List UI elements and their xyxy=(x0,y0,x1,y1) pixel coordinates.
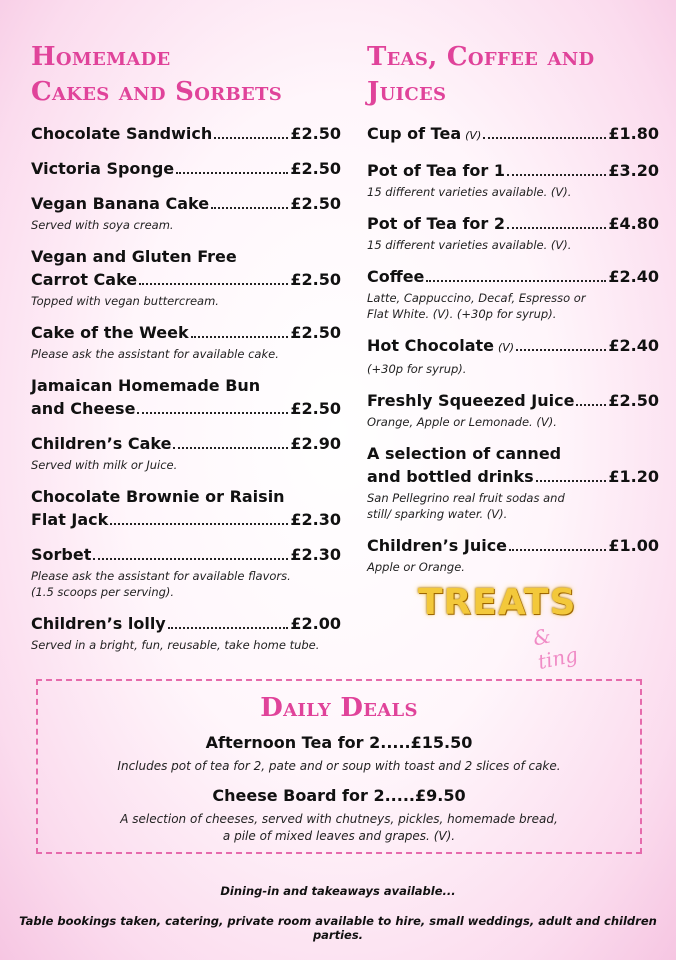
item-price: £2.30 xyxy=(290,510,341,529)
drinks-list xyxy=(367,122,659,575)
deals-heading: Daily Deals xyxy=(260,693,418,723)
dot-leader xyxy=(516,349,606,351)
item-line xyxy=(31,122,341,145)
item-line xyxy=(367,389,659,412)
menu-item xyxy=(367,265,659,322)
item-description: Served in a bright, fun, reusable, take home tube. xyxy=(31,638,320,652)
menu-item xyxy=(31,432,341,473)
item-description: still/ sparking water. (V). xyxy=(367,507,508,521)
cakes-heading-line2: Cakes and Sorbets xyxy=(31,77,282,107)
item-description: Topped with vegan buttercream. xyxy=(31,294,219,308)
deal-description xyxy=(38,758,640,775)
menu-item xyxy=(31,245,341,309)
item-name: Sorbet xyxy=(31,545,92,564)
item-price: £1.80 xyxy=(608,124,659,143)
dot-leader xyxy=(211,207,288,209)
item-name: Vegan Banana Cake xyxy=(31,194,210,213)
item-name: Children’s lolly xyxy=(31,614,166,633)
item-price: £2.50 xyxy=(290,323,341,342)
deal-description-line: Includes pot of tea for 2, pate and or soup with toast and 2 slices of cake. xyxy=(117,759,561,773)
item-name: Victoria Sponge xyxy=(31,159,175,178)
item-name: Cup of Tea xyxy=(367,124,462,143)
item-name-first-line: Vegan and Gluten Free xyxy=(31,247,237,266)
dot-leader xyxy=(139,283,288,285)
item-price: £2.50 xyxy=(290,124,341,143)
item-description: Orange, Apple or Lemonade. (V). xyxy=(367,415,557,429)
item-description: Served with milk or Juice. xyxy=(31,458,178,472)
item-description: Please ask the assistant for available flavors. xyxy=(31,569,291,583)
dot-leader xyxy=(176,172,288,174)
item-price: £2.00 xyxy=(290,614,341,633)
dot-leader xyxy=(191,336,289,338)
item-price: £1.20 xyxy=(608,467,659,486)
menu-item xyxy=(31,192,341,233)
menu-item xyxy=(367,122,659,147)
dot-leader xyxy=(536,480,607,482)
item-price: £2.50 xyxy=(290,399,341,418)
item-line xyxy=(31,508,341,531)
deal-description-line: A selection of cheeses, served with chutneys, pickles, homemade bread, xyxy=(120,812,558,826)
cakes-heading-line1: Homemade xyxy=(31,42,171,72)
item-name: Pot of Tea for 2 xyxy=(367,214,506,233)
item-name: Cake of the Week xyxy=(31,323,189,342)
item-price: £2.40 xyxy=(608,336,659,355)
deal-title: Cheese Board for 2.....£9.50 xyxy=(212,786,466,805)
item-description: (1.5 scoops per serving). xyxy=(31,585,175,599)
item-price: £2.30 xyxy=(290,545,341,564)
dot-leader xyxy=(110,523,288,525)
item-name: Freshly Squeezed Juice xyxy=(367,391,575,410)
dot-leader xyxy=(137,412,288,414)
item-price: £2.50 xyxy=(290,194,341,213)
dot-leader xyxy=(168,627,289,629)
item-price: £3.20 xyxy=(608,161,659,180)
item-line xyxy=(31,432,341,455)
menu-item xyxy=(367,334,659,377)
item-price: £2.50 xyxy=(290,270,341,289)
item-line xyxy=(367,334,659,359)
item-line xyxy=(31,397,341,420)
dot-leader xyxy=(214,137,288,139)
drinks-heading xyxy=(367,40,659,110)
item-name: and Cheese xyxy=(31,399,136,418)
menu-item xyxy=(31,612,341,653)
vegetarian-tag: (V) xyxy=(497,341,515,354)
item-name-first-line: Chocolate Brownie or Raisin xyxy=(31,487,285,506)
footer-takeaway-note: Dining-in and takeaways available... xyxy=(220,884,456,898)
menu-item xyxy=(367,159,659,200)
item-name: and bottled drinks xyxy=(367,467,534,486)
menu-item xyxy=(367,534,659,575)
menu-item xyxy=(31,157,341,180)
item-description: 15 different varieties available. (V). xyxy=(367,238,572,252)
item-description: 15 different varieties available. (V). xyxy=(367,185,572,199)
item-line xyxy=(367,159,659,182)
dot-leader xyxy=(93,558,288,560)
item-price: £4.80 xyxy=(608,214,659,233)
dot-leader xyxy=(507,174,606,176)
item-line xyxy=(31,192,341,215)
cakes-heading xyxy=(31,40,341,110)
menu-item xyxy=(31,543,341,600)
item-line xyxy=(367,265,659,288)
dot-leader xyxy=(576,404,606,406)
item-name-first-line: Jamaican Homemade Bun xyxy=(31,376,261,395)
menu-item xyxy=(31,374,341,420)
drinks-heading-line2: Juices xyxy=(367,77,447,107)
item-description: Served with soya cream. xyxy=(31,218,174,232)
treats-logo xyxy=(418,582,598,675)
item-line xyxy=(31,612,341,635)
deal-title: Afternoon Tea for 2.....£15.50 xyxy=(205,733,473,752)
vegetarian-tag: (V) xyxy=(465,129,482,142)
cakes-column xyxy=(31,40,341,665)
item-description: Latte, Cappuccino, Decaf, Espresso or xyxy=(367,291,586,305)
item-name: Hot Chocolate xyxy=(367,336,494,355)
item-line xyxy=(31,321,341,344)
item-line xyxy=(367,465,659,488)
daily-deals-box xyxy=(36,679,642,854)
logo-script: & ting xyxy=(530,623,580,675)
menu-item xyxy=(31,485,341,531)
menu-item xyxy=(31,321,341,362)
dot-leader xyxy=(426,280,606,282)
dot-leader xyxy=(173,447,288,449)
drinks-column xyxy=(367,40,659,587)
item-price: £2.50 xyxy=(290,159,341,178)
item-description: Apple or Orange. xyxy=(367,560,465,574)
dot-leader xyxy=(509,549,606,551)
footer-bookings-note: Table bookings taken, catering, private room available to hire, small weddings, adult and children parties. xyxy=(19,914,657,942)
item-price: £2.40 xyxy=(608,267,659,286)
item-line xyxy=(367,122,659,147)
item-description: Please ask the assistant for available cake. xyxy=(31,347,279,361)
drinks-heading-line1: Teas, Coffee and xyxy=(367,42,595,72)
item-line xyxy=(31,157,341,180)
item-line xyxy=(31,268,341,291)
menu-item xyxy=(367,389,659,430)
item-name: Flat Jack xyxy=(31,510,109,529)
deal-description xyxy=(38,811,640,845)
deal-description-line: a pile of mixed leaves and grapes. (V). xyxy=(222,829,456,843)
item-line xyxy=(367,534,659,557)
dot-leader xyxy=(507,227,606,229)
item-price: £1.00 xyxy=(608,536,659,555)
item-description: Flat White. (V). (+30p for syrup). xyxy=(367,307,557,321)
item-description: San Pellegrino real fruit sodas and xyxy=(367,491,565,505)
item-line xyxy=(367,212,659,235)
menu-item xyxy=(367,212,659,253)
menu-item xyxy=(31,122,341,145)
item-price: £2.50 xyxy=(608,391,659,410)
item-name-first-line: A selection of canned xyxy=(367,444,562,463)
item-name: Coffee xyxy=(367,267,425,286)
item-name: Children’s Cake xyxy=(31,434,172,453)
item-line xyxy=(31,543,341,566)
item-name: Pot of Tea for 1 xyxy=(367,161,506,180)
item-price: £2.90 xyxy=(290,434,341,453)
item-name: Chocolate Sandwich xyxy=(31,124,213,143)
dot-leader xyxy=(483,137,606,139)
item-description: (+30p for syrup). xyxy=(367,362,467,376)
item-name: Children’s Juice xyxy=(367,536,508,555)
logo-wordmark: TREATS xyxy=(418,582,577,623)
menu-item xyxy=(367,442,659,522)
item-name: Carrot Cake xyxy=(31,270,138,289)
cakes-list xyxy=(31,122,341,653)
